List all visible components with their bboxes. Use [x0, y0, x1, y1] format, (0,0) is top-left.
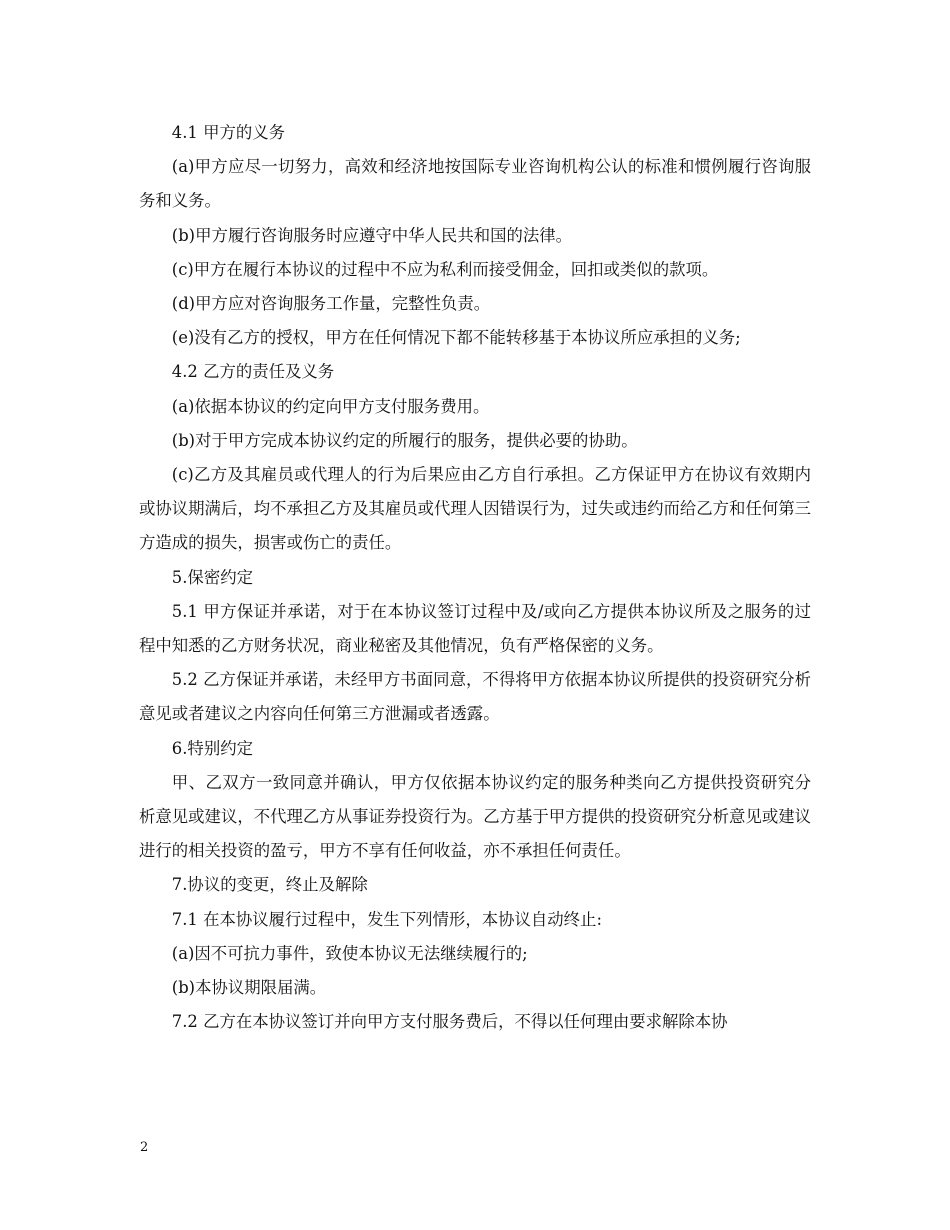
paragraph-4-2-c: (c)乙方及其雇员或代理人的行为后果应由乙方自行承担。乙方保证甲方在协议有效期内或协议期满后，均不承担乙方及其雇员或代理人因错误行为，过失或违约而给乙方和任何第三方造成的损失，损害或伤亡的责任。 — [139, 465, 812, 553]
section-heading-4-1: 4.1 甲方的义务 — [171, 123, 286, 142]
page-number: 2 — [140, 1140, 149, 1155]
paragraph-7-1-b: (b)本协议期限届满。 — [171, 978, 327, 998]
paragraph-4-1-a: (a)甲方应尽一切努力，高效和经济地按国际专业咨询机构公认的标准和惯例履行咨询服务和义务。 — [139, 157, 811, 211]
paragraph-5-1: 5.1 甲方保证并承诺，对于在本协议签订过程中及/或向乙方提供本协议所及之服务的过程中知悉的乙方财务状况，商业秘密及其他情况，负有严格保密的义务。 — [139, 601, 811, 656]
paragraph-7-2: 7.2 乙方在本协议签订并向甲方支付服务费后，不得以任何理由要求解除本协 — [171, 1012, 728, 1032]
section-heading-6: 6.特别约定 — [171, 738, 253, 758]
paragraph-5-2: 5.2 乙方保证并承诺，未经甲方书面同意，不得将甲方依据本协议所提供的投资研究分析意见或者建议之内容向任何第三方泄漏或者透露。 — [139, 670, 811, 724]
paragraph-4-2-a: (a)依据本协议的约定向甲方支付服务费用。 — [171, 396, 490, 416]
paragraph-6-body: 甲、乙双方一致同意并确认，甲方仅依据本协议约定的服务种类向乙方提供投资研究分析意见或建议，不代理乙方从事证券投资行为。乙方基于甲方提供的投资研究分析意见或建议进行的相关投资的盈亏，甲方不享有任何收益，亦不承担任何责任。 — [139, 772, 812, 861]
paragraph-4-1-b: (b)甲方履行咨询服务时应遵守中华人民共和国的法律。 — [171, 225, 573, 245]
paragraph-4-1-c: (c)甲方在履行本协议的过程中不应为私利而接受佣金，回扣或类似的款项。 — [171, 259, 719, 279]
paragraph-4-2-b: (b)对于甲方完成本协议约定的所履行的服务，提供必要的协助。 — [171, 430, 638, 450]
paragraph-7-1: 7.1 在本协议履行过程中，发生下列情形，本协议自动终止: — [171, 909, 602, 929]
section-heading-7: 7.协议的变更，终止及解除 — [171, 875, 368, 895]
paragraph-4-1-d: (d)甲方应对咨询服务工作量，完整性负责。 — [171, 294, 491, 314]
section-heading-4-2: 4.2 乙方的责任及义务 — [171, 362, 335, 382]
paragraph-4-1-e: (e)没有乙方的授权，甲方在任何情况下都不能转移基于本协议所应承担的义务; — [171, 328, 741, 348]
document-body — [139, 116, 811, 1039]
section-heading-5: 5.保密约定 — [171, 567, 253, 587]
paragraph-7-1-a: (a)因不可抗力事件，致使本协议无法继续履行的; — [171, 943, 528, 963]
